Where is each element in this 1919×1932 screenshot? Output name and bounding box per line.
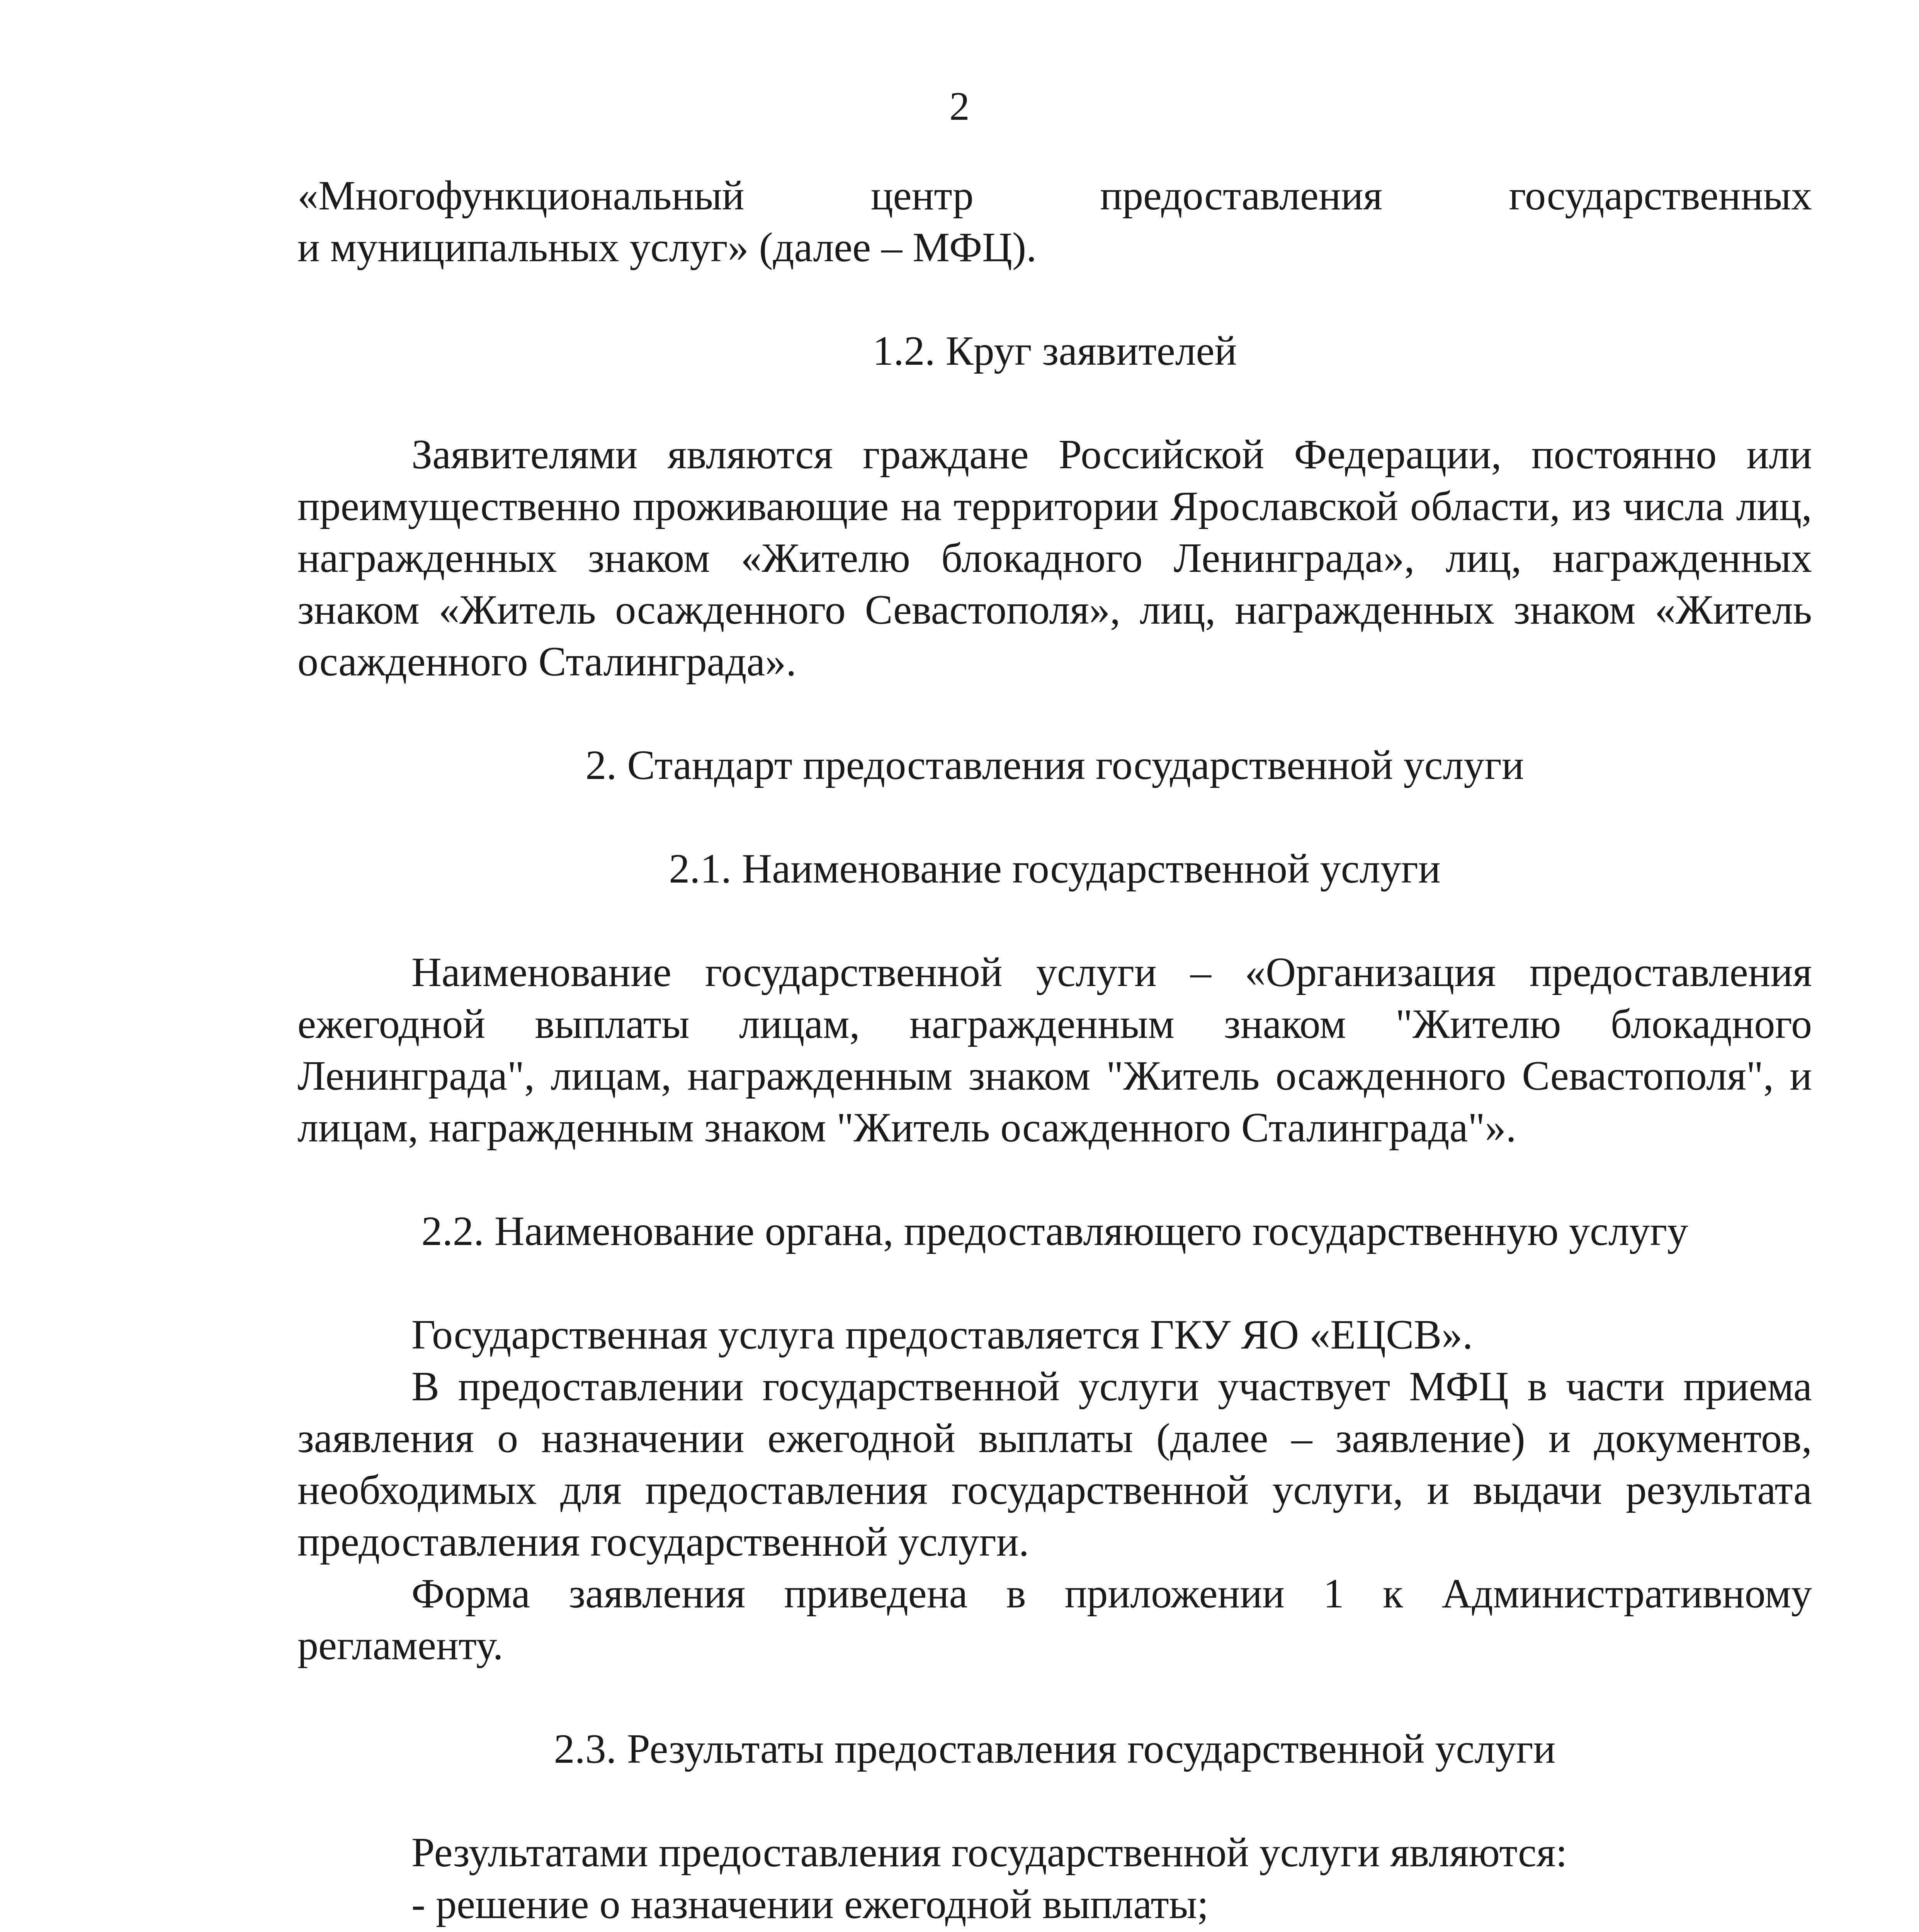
section-heading-2-1: 2.1. Наименование государственной услуги: [669, 846, 1441, 892]
paragraph-mfc-participation: В предоставлении государственной услуги участвует МФЦ в части приема заявления о назначении ежегодной выплаты (далее – заявление) и документов, необходимых для предоставления государственной услуги, и выдачи результата предоставления государственной услуги.: [297, 1364, 1812, 1565]
paragraph-service-name: Наименование государственной услуги – «Организация предоставления ежегодной выплаты лицам, награжденным знаком "Жителю блокадного Ленинграда", лицам, награжденным знаком "Житель осажденного Севастополя", и лицам, награжденным знаком "Житель осажденного Сталинграда"».: [297, 949, 1812, 1151]
paragraph-applicants: Заявителями являются граждане Российской Федерации, постоянно или преимущественно проживающие на территории Ярославской области, из числа лиц, награжденных знаком «Жителю блокадного Ленинграда», лиц, награжденных знаком «Житель осажденного Севастополя», лиц, награжденных знаком «Житель осажденного Сталинграда».: [297, 432, 1812, 685]
section-heading-2-3: 2.3. Результаты предоставления государственной услуги: [554, 1726, 1556, 1772]
section-heading-2: 2. Стандарт предоставления государственной услуги: [585, 742, 1524, 788]
list-item: [297, 1930, 1812, 1932]
paragraph-application-form: Форма заявления приведена в приложении 1 к Административному регламенту.: [297, 1571, 1812, 1668]
section-heading-2-2: 2.2. Наименование органа, предоставляющего государственную услугу: [421, 1208, 1688, 1254]
section-heading-1-2: 1.2. Круг заявителей: [872, 328, 1237, 374]
paragraph-mfc-line-2: и муниципальных услуг» (далее – МФЦ).: [297, 224, 1037, 270]
document-body: [297, 170, 1812, 1932]
paragraph-results-intro: Результатами предоставления государственной услуги являются:: [411, 1830, 1567, 1876]
list-item: - решение о назначении ежегодной выплаты;: [411, 1881, 1209, 1927]
page-number: 2: [949, 83, 970, 129]
paragraph-provider: Государственная услуга предоставляется ГКУ ЯО «ЕЦСВ».: [411, 1312, 1473, 1358]
paragraph-mfc-line-1: «Многофункциональный центр предоставления государственных: [297, 173, 1812, 219]
